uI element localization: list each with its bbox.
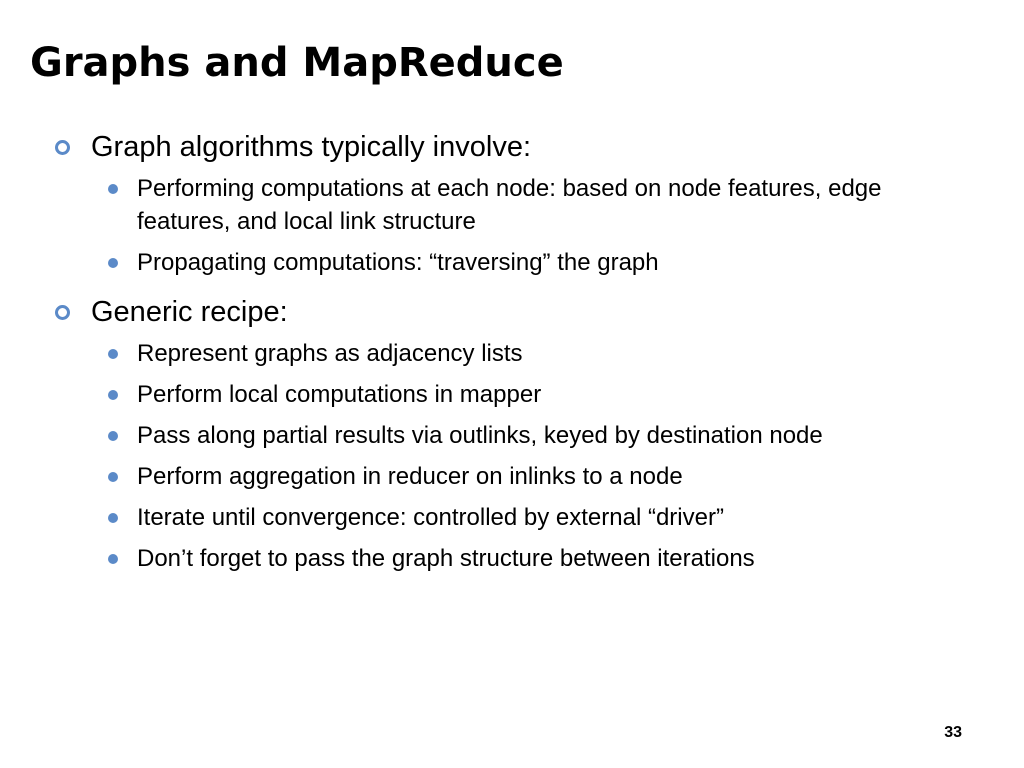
slide-content	[0, 126, 1024, 587]
ring-bullet-icon	[55, 305, 70, 320]
sub-bullet-text: Pass along partial results via outlinks, keyed by destination node	[137, 422, 823, 449]
dot-bullet-icon	[108, 349, 118, 359]
sub-bullet	[0, 172, 1024, 238]
bullet-text: Graph algorithms typically involve:	[91, 131, 532, 163]
bullet-text: Generic recipe:	[91, 296, 288, 328]
sub-bullet	[0, 419, 1024, 452]
bullet-level1	[0, 291, 1024, 333]
dot-bullet-icon	[108, 431, 118, 441]
slide-title: Graphs and MapReduce	[30, 40, 564, 86]
sub-bullet-text: Iterate until convergence: controlled by external “driver”	[137, 504, 724, 531]
sub-bullet	[0, 246, 1024, 279]
sub-bullet-text: Represent graphs as adjacency lists	[137, 340, 523, 367]
dot-bullet-icon	[108, 472, 118, 482]
sub-bullet	[0, 501, 1024, 534]
sub-bullet-list	[0, 337, 1024, 575]
dot-bullet-icon	[108, 258, 118, 268]
dot-bullet-icon	[108, 554, 118, 564]
dot-bullet-icon	[108, 390, 118, 400]
sub-bullet	[0, 460, 1024, 493]
sub-bullet-text: Perform local computations in mapper	[137, 381, 542, 408]
bullet-level1	[0, 126, 1024, 168]
sub-bullet	[0, 337, 1024, 370]
dot-bullet-icon	[108, 513, 118, 523]
page-number: 33	[944, 724, 962, 741]
sub-bullet-text: Propagating computations: “traversing” the graph	[137, 249, 659, 276]
sub-bullet-text: Don’t forget to pass the graph structure between iterations	[137, 545, 755, 572]
sub-bullet-text: Perform aggregation in reducer on inlinks to a node	[137, 463, 683, 490]
dot-bullet-icon	[108, 184, 118, 194]
ring-bullet-icon	[55, 140, 70, 155]
sub-bullet-list	[0, 172, 1024, 279]
sub-bullet-text: Performing computations at each node: based on node features, edge features, and local link structure	[137, 175, 882, 235]
sub-bullet	[0, 542, 1024, 575]
sub-bullet	[0, 378, 1024, 411]
